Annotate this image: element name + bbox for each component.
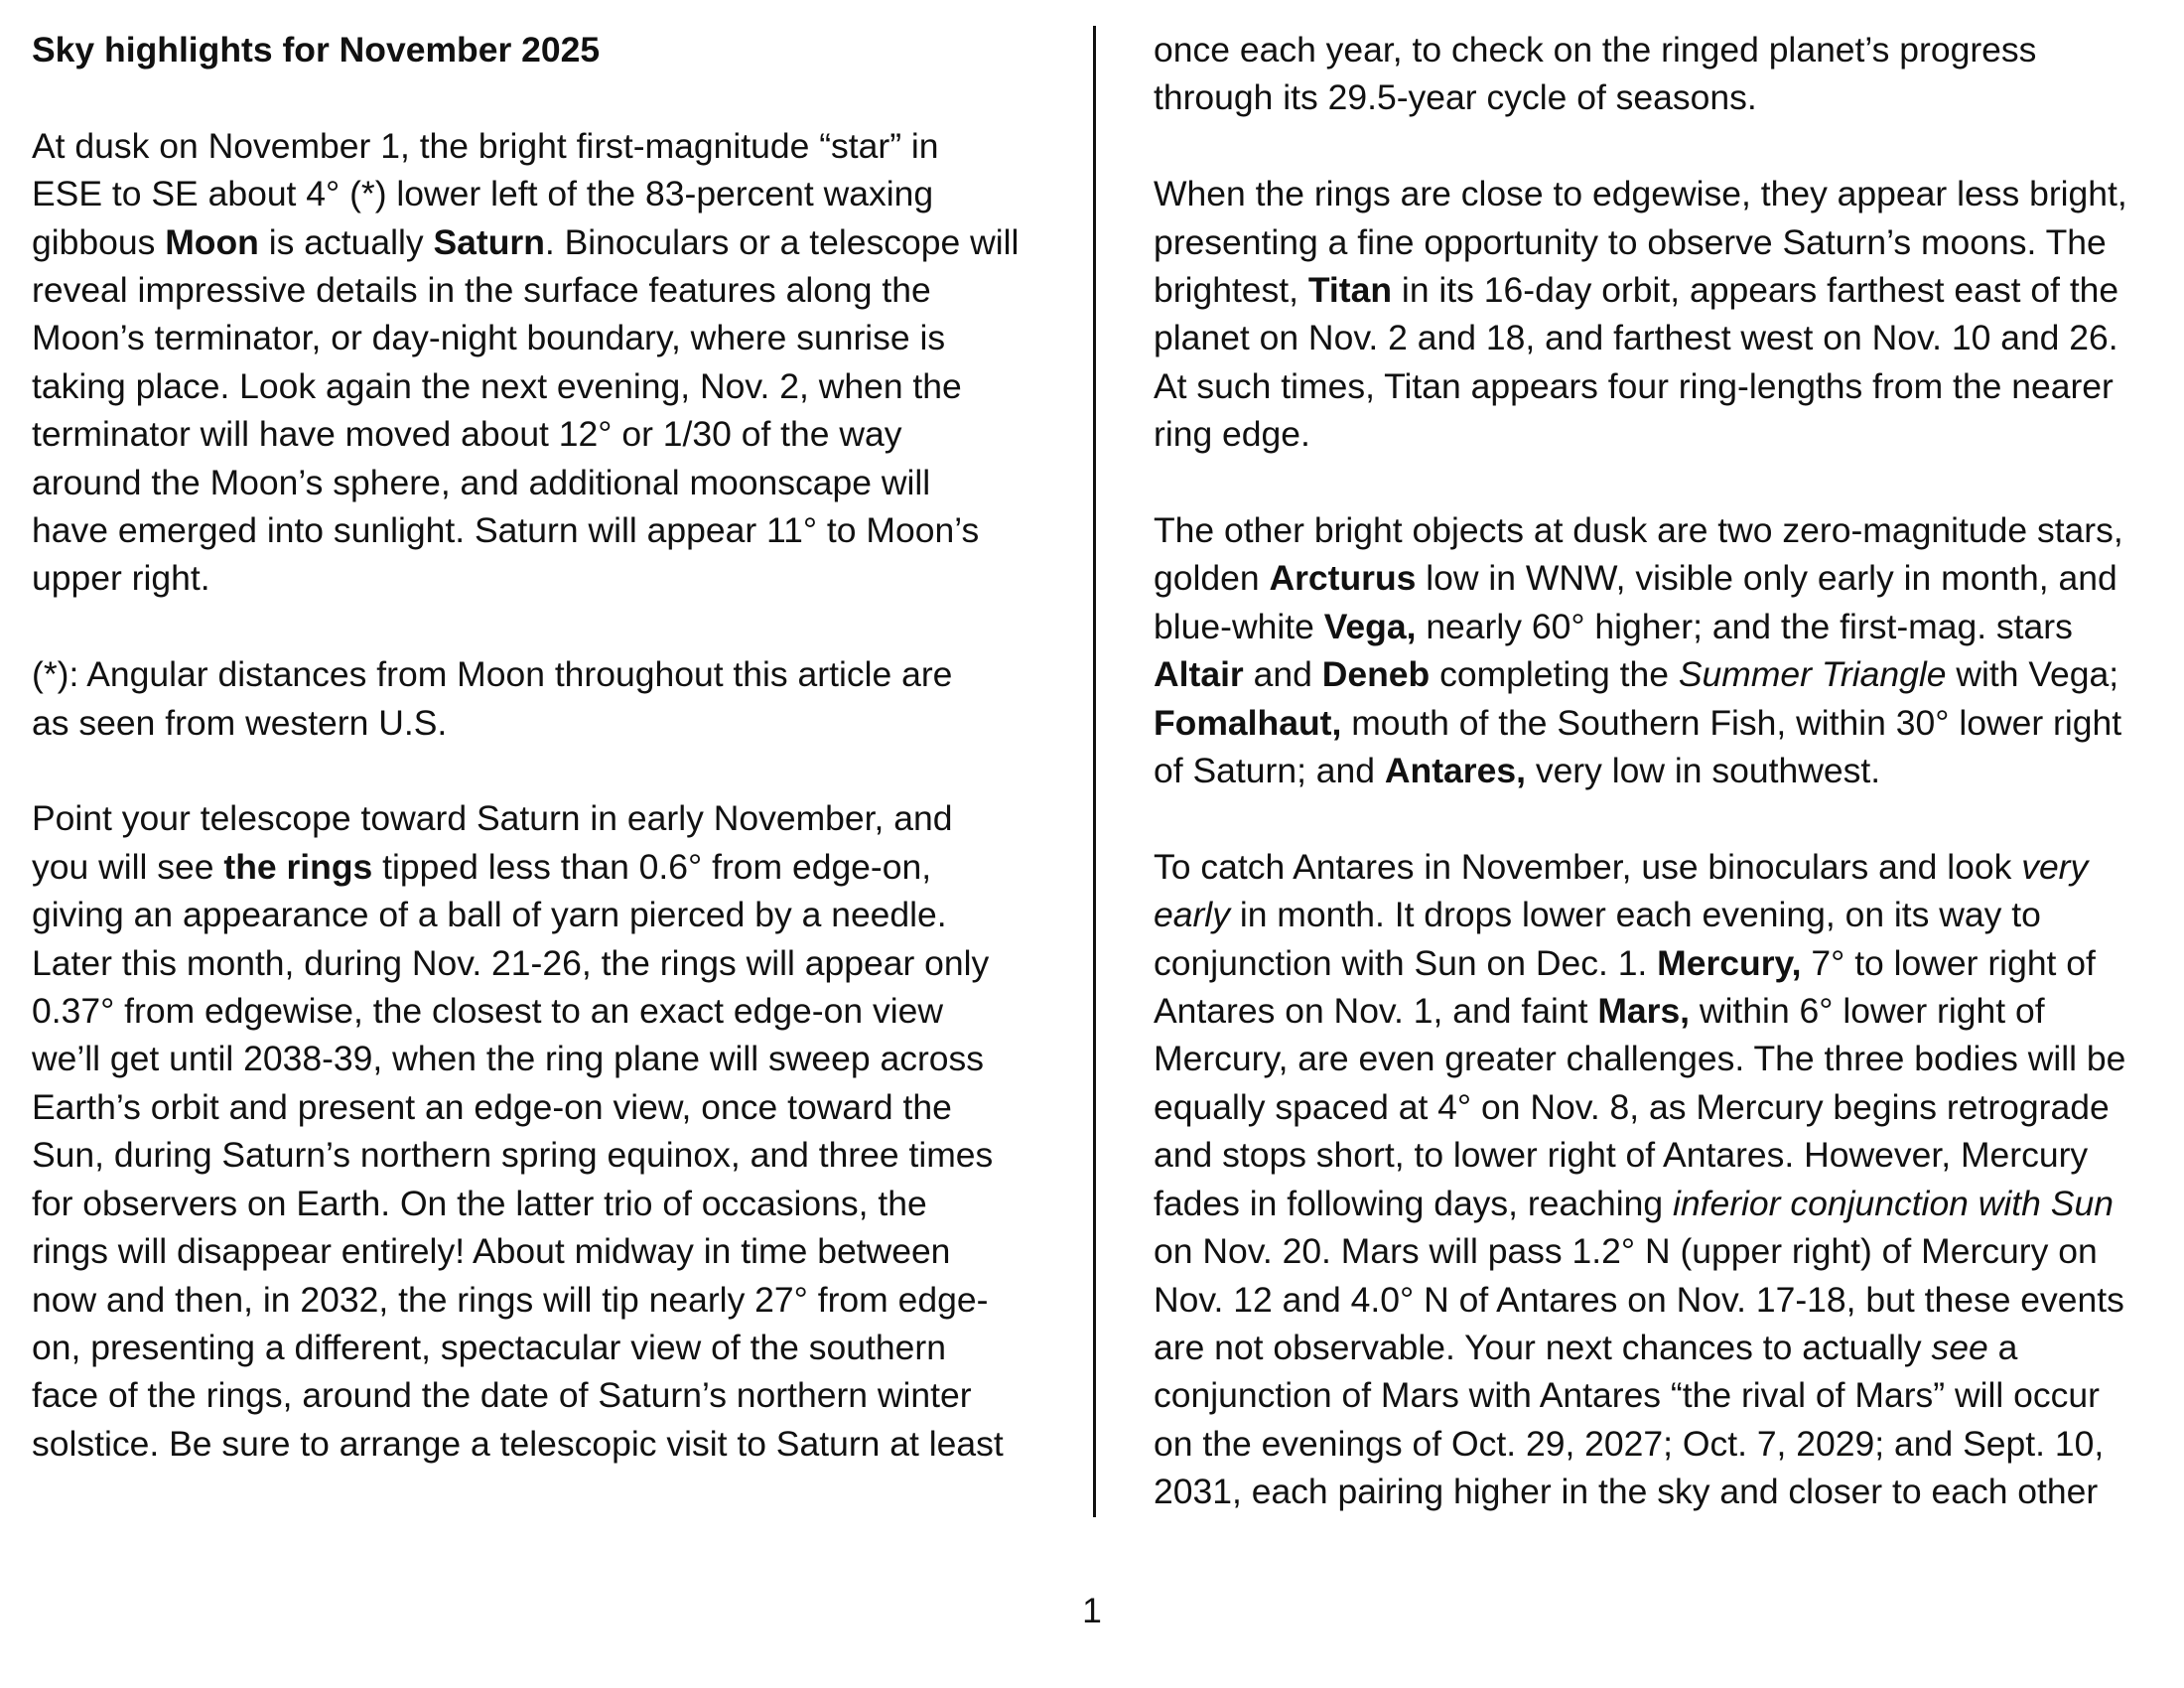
text-line [1154,314,2156,361]
paragraph [32,650,1074,747]
text-line [32,1227,1074,1275]
text-line [1154,170,2156,217]
italic-text: inferior conjunction with Sun [1672,1183,2114,1223]
paragraph [32,122,1074,603]
text-run: golden [1154,558,1270,599]
text-run: mouth of the Southern Fish, within 30° lower right [1341,702,2122,743]
paragraph [32,794,1074,1468]
text-run: fades in following days, reaching [1154,1183,1673,1223]
text-line [1154,266,2156,314]
text-run: The other bright objects at dusk are two zero-magnitude stars, [1154,510,2123,551]
text-run: and [1243,654,1322,695]
paragraph [1154,26,2156,122]
text-line [1154,506,2156,554]
text-line [32,1420,1074,1468]
paragraph [1154,170,2156,458]
text-run: upper right. [32,558,210,599]
text-line [32,650,1074,698]
text-run: To catch Antares in November, use binoculars and look [1154,846,2022,887]
text-run: 7° to lower right of [1801,942,2096,983]
text-run: brightest, [1154,270,1308,311]
italic-text: see [1931,1327,1988,1367]
text-run: nearly 60° higher; and the first-mag. stars [1416,606,2073,646]
text-line [32,459,1074,506]
text-line [1154,939,2156,987]
text-run: Nov. 12 and 4.0° N of Antares on Nov. 17-18, but these events [1154,1279,2124,1320]
text-line [32,1083,1074,1131]
text-line [32,891,1074,938]
text-line [1154,1371,2156,1419]
text-line [32,218,1074,266]
bold-text: Saturn [433,221,545,262]
text-run: Antares on Nov. 1, and faint [1154,991,1598,1032]
bold-text: Altair [1154,654,1244,695]
text-run: Earth’s orbit and present an edge-on view, once toward the [32,1086,952,1127]
text-run: is actually [258,221,434,262]
text-run: through its 29.5-year cycle of seasons. [1154,77,1757,118]
text-run: have emerged into sunlight. Saturn will appear 11° to Moon’s [32,510,980,551]
text-line [1154,987,2156,1035]
text-line [1154,218,2156,266]
text-run: terminator will have moved about 12° or 1/30 of the way [32,414,902,455]
italic-text: very [2021,846,2089,887]
text-run: tipped less than 0.6° from edge-on, [372,846,932,887]
text-run: Later this month, during Nov. 21-26, the rings will appear only [32,942,990,983]
text-run: ESE to SE about 4° (*) lower left of the 83-percent waxing [32,174,934,214]
text-line [1154,362,2156,410]
text-run: once each year, to check on the ringed planet’s progress [1154,30,2037,70]
text-run: with Vega; [1946,654,2119,695]
text-run: reveal impressive details in the surface features along the [32,270,931,311]
text-line [1154,410,2156,458]
text-line [1154,26,2156,73]
text-run: Point your telescope toward Saturn in early November, and [32,798,953,839]
text-run: a [1987,1327,2018,1367]
bold-text: Titan [1307,270,1393,311]
text-run: (*): Angular distances from Moon throughout this article are [32,654,953,695]
bold-text: the rings [223,846,373,887]
text-line [1154,843,2156,891]
bold-text: Fomalhaut, [1154,702,1342,743]
text-line [32,266,1074,314]
text-run: as seen from western U.S. [32,702,448,743]
bold-text: Mercury, [1657,942,1802,983]
text-run: rings will disappear entirely! About midway in time between [32,1231,951,1272]
text-line [1154,554,2156,602]
text-line [32,122,1074,170]
text-line [1154,73,2156,121]
text-line [32,1180,1074,1227]
text-run: now and then, in 2032, the rings will tip nearly 27° from edge- [32,1279,989,1320]
text-run: completing the [1430,654,1679,695]
text-run: on the evenings of Oct. 29, 2027; Oct. 7, 2029; and Sept. 10, [1154,1423,2105,1464]
text-line [32,1371,1074,1419]
text-run: giving an appearance of a ball of yarn pierced by a needle. [32,895,947,935]
text-line [1154,1324,2156,1371]
text-line [1154,1420,2156,1468]
text-run: on, presenting a different, spectacular view of the southern [32,1327,946,1367]
text-line [1154,891,2156,938]
text-line [32,843,1074,891]
text-run: ring edge. [1154,414,1310,455]
bold-text: Moon [165,221,259,262]
text-run: we’ll get until 2038-39, when the ring plane will sweep across [32,1039,985,1079]
text-line [1154,1227,2156,1275]
text-run: Mercury, are even greater challenges. The three bodies will be [1154,1039,2126,1079]
text-run: around the Moon’s sphere, and additional moonscape will [32,462,931,502]
page-number: 1 [1082,1591,1102,1630]
text-line [1154,1468,2156,1515]
text-run: conjunction with Sun on Dec. 1. [1154,942,1658,983]
bold-text: Antares, [1384,751,1526,791]
text-line [32,1131,1074,1179]
text-run: Sun, during Saturn’s northern spring equinox, and three times [32,1135,994,1176]
text-line [32,939,1074,987]
text-line [32,314,1074,361]
text-run: in month. It drops lower each evening, on its way to [1229,895,2041,935]
text-line [1154,603,2156,650]
text-run: face of the rings, around the date of Saturn’s northern winter [32,1375,972,1416]
text-run: 2031, each pairing higher in the sky and closer to each other [1154,1472,2099,1512]
bold-text: Arcturus [1269,558,1417,599]
text-line [32,170,1074,217]
text-line [1154,1083,2156,1131]
text-line [1154,650,2156,698]
text-run: At such times, Titan appears four ring-lengths from the nearer [1154,365,2114,406]
text-run: presenting a fine opportunity to observe Saturn’s moons. The [1154,221,2107,262]
text-line [32,1276,1074,1324]
text-run: solstice. Be sure to arrange a telescopic visit to Saturn at least [32,1423,1004,1464]
text-run: . Binoculars or a telescope will [544,221,1020,262]
column-divider [1093,26,1096,1517]
left-column [32,26,1074,1468]
text-run: 0.37° from edgewise, the closest to an exact edge-on view [32,991,943,1032]
text-line [1154,1276,2156,1324]
right-paragraphs [1154,26,2156,1516]
paragraph [1154,843,2156,1516]
text-line [32,1035,1074,1082]
text-line [1154,1035,2156,1082]
text-run: within 6° lower right of [1690,991,2045,1032]
bold-text: Vega, [1323,606,1417,646]
left-paragraphs [32,122,1074,1468]
text-line [32,410,1074,458]
right-column [1154,26,2156,1516]
text-run: of Saturn; and [1154,751,1385,791]
text-run: very low in southwest. [1525,751,1881,791]
article-title: Sky highlights for November 2025 [32,30,601,70]
italic-text: Summer Triangle [1678,654,1947,695]
text-run: When the rings are close to edgewise, they appear less bright, [1154,174,2127,214]
text-line [32,362,1074,410]
text-run: gibbous [32,221,166,262]
text-line [32,794,1074,842]
text-line [32,506,1074,554]
text-run: planet on Nov. 2 and 18, and farthest west on Nov. 10 and 26. [1154,318,2118,358]
text-run: low in WNW, visible only early in month, and [1416,558,2117,599]
text-run: blue-white [1154,606,1324,646]
text-run: conjunction of Mars with Antares “the rival of Mars” will occur [1154,1375,2100,1416]
text-run: and stops short, to lower right of Antares. However, Mercury [1154,1135,2089,1176]
text-run: are not observable. Your next chances to actually [1154,1327,1932,1367]
italic-text: early [1154,895,1230,935]
text-line [32,554,1074,602]
text-run: Moon’s terminator, or day-night boundary, where sunrise is [32,318,946,358]
bold-text: Mars, [1597,991,1691,1032]
text-line [32,987,1074,1035]
text-line [1154,747,2156,794]
text-line [1154,1180,2156,1227]
text-run: you will see [32,846,224,887]
text-line [1154,699,2156,747]
text-run: in its 16-day orbit, appears farthest east of the [1392,270,2119,311]
text-run: equally spaced at 4° on Nov. 8, as Mercury begins retrograde [1154,1086,2110,1127]
text-run: on Nov. 20. Mars will pass 1.2° N (upper right) of Mercury on [1154,1231,2098,1272]
text-line [1154,1131,2156,1179]
text-line [32,1324,1074,1371]
text-run: for observers on Earth. On the latter trio of occasions, the [32,1183,927,1223]
bold-text: Deneb [1321,654,1431,695]
text-run: taking place. Look again the next evening, Nov. 2, when the [32,365,962,406]
text-line [32,699,1074,747]
paragraph [1154,506,2156,794]
text-run: At dusk on November 1, the bright first-magnitude “star” in [32,125,939,166]
